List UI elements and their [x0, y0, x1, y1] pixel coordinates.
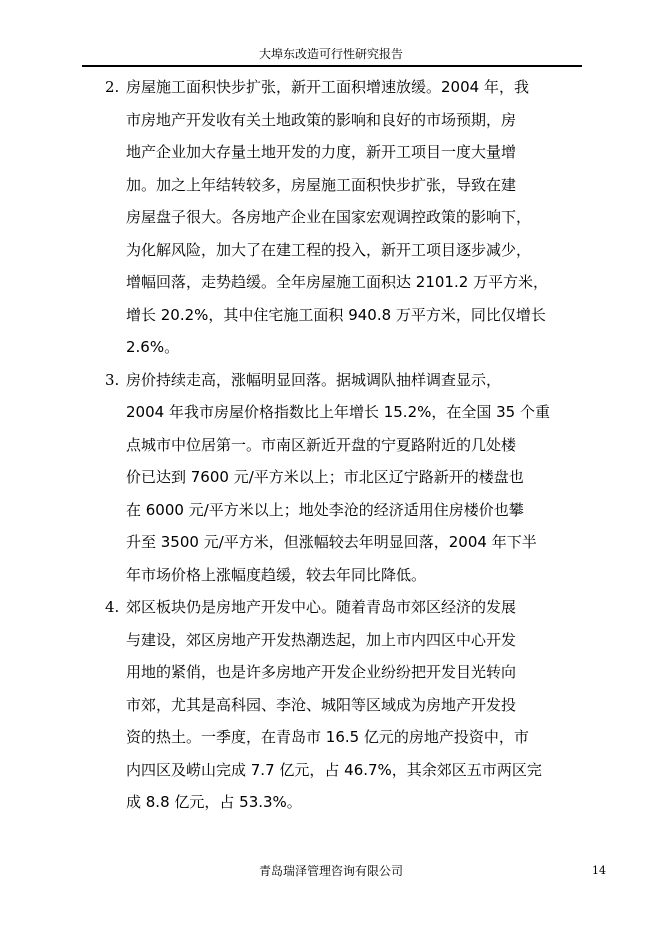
paragraph-line: 在 6000 元/平方米以上；地处李沧的经济适用住房楼价也攀	[126, 500, 524, 519]
list-item-2	[105, 71, 605, 364]
paragraph-line: 市房地产开发收有关土地政策的影响和良好的市场预期，房	[126, 110, 517, 129]
paragraph-line: 增幅回落，走势趋缓。全年房屋施工面积达 2101.2 万平方米，	[126, 273, 549, 291]
paragraph-line: 年市场价格上涨幅度趋缓，较去年同比降低。	[126, 565, 427, 584]
paragraph-line: 地产企业加大存量土地开发的力度，新开工项目一度大量增	[126, 143, 517, 161]
paragraph-line: 资的热土。一季度，在青岛市 16.5 亿元的房地产投资中，市	[126, 728, 529, 746]
list-item-number: 2.	[105, 78, 120, 96]
list-item-3	[105, 364, 605, 592]
header-divider	[82, 65, 582, 67]
document-body	[105, 71, 605, 819]
paragraph-line: 点城市中位居第一。市南区新近开盘的宁夏路附近的几处楼	[126, 435, 517, 454]
paragraph-line: 价已达到 7600 元/平方米以上；市北区辽宁路新开的楼盘也	[126, 468, 524, 486]
paragraph-line: 内四区及崂山完成 7.7 亿元，占 46.7%，其余郊区五市两区完	[126, 760, 542, 779]
paragraph-line: 房屋施工面积快步扩张，新开工面积增速放缓。2004 年，我	[126, 78, 529, 96]
list-item-4	[105, 591, 605, 819]
paragraph-line: 房价持续走高，涨幅明显回落。据城调队抽样调查显示，	[126, 370, 502, 389]
paragraph-line: 用地的紧俏，也是许多房地产开发企业纷纷把开发目光转向	[126, 663, 517, 681]
list-item-number: 4.	[105, 598, 120, 616]
paragraph-line: 2.6%。	[126, 338, 180, 356]
paragraph-line: 房屋盘子很大。各房地产企业在国家宏观调控政策的影响下，	[126, 208, 532, 226]
paragraph-line: 为化解风险，加大了在建工程的投入，新开工项目逐步减少，	[126, 240, 532, 259]
page-header-title: 大埠东改造可行性研究报告	[258, 47, 403, 61]
paragraph-line: 与建设，郊区房地产开发热潮迭起，加上市内四区中心开发	[126, 630, 517, 649]
paragraph-line: 成 8.8 亿元，占 53.3%。	[126, 793, 302, 811]
paragraph-line: 市郊，尤其是高科园、李沧、城阳等区域成为房地产开发投	[126, 695, 517, 714]
paragraph-line: 2004 年我市房屋价格指数比上年增长 15.2%，在全国 35 个重	[126, 403, 550, 421]
paragraph-line: 升至 3500 元/平方米，但涨幅较去年明显回落，2004 年下半	[126, 533, 537, 551]
page-number: 14	[592, 864, 606, 877]
list-item-number: 3.	[105, 370, 120, 389]
paragraph-line: 郊区板块仍是房地产开发中心。随着青岛市郊区经济的发展	[126, 598, 517, 616]
footer-company-name: 青岛瑞泽管理咨询有限公司	[258, 864, 403, 878]
paragraph-line: 增长 20.2%，其中住宅施工面积 940.8 万平方米，同比仅增长	[126, 305, 546, 324]
paragraph-line: 加。加之上年结转较多，房屋施工面积快步扩张，导致在建	[126, 175, 517, 194]
